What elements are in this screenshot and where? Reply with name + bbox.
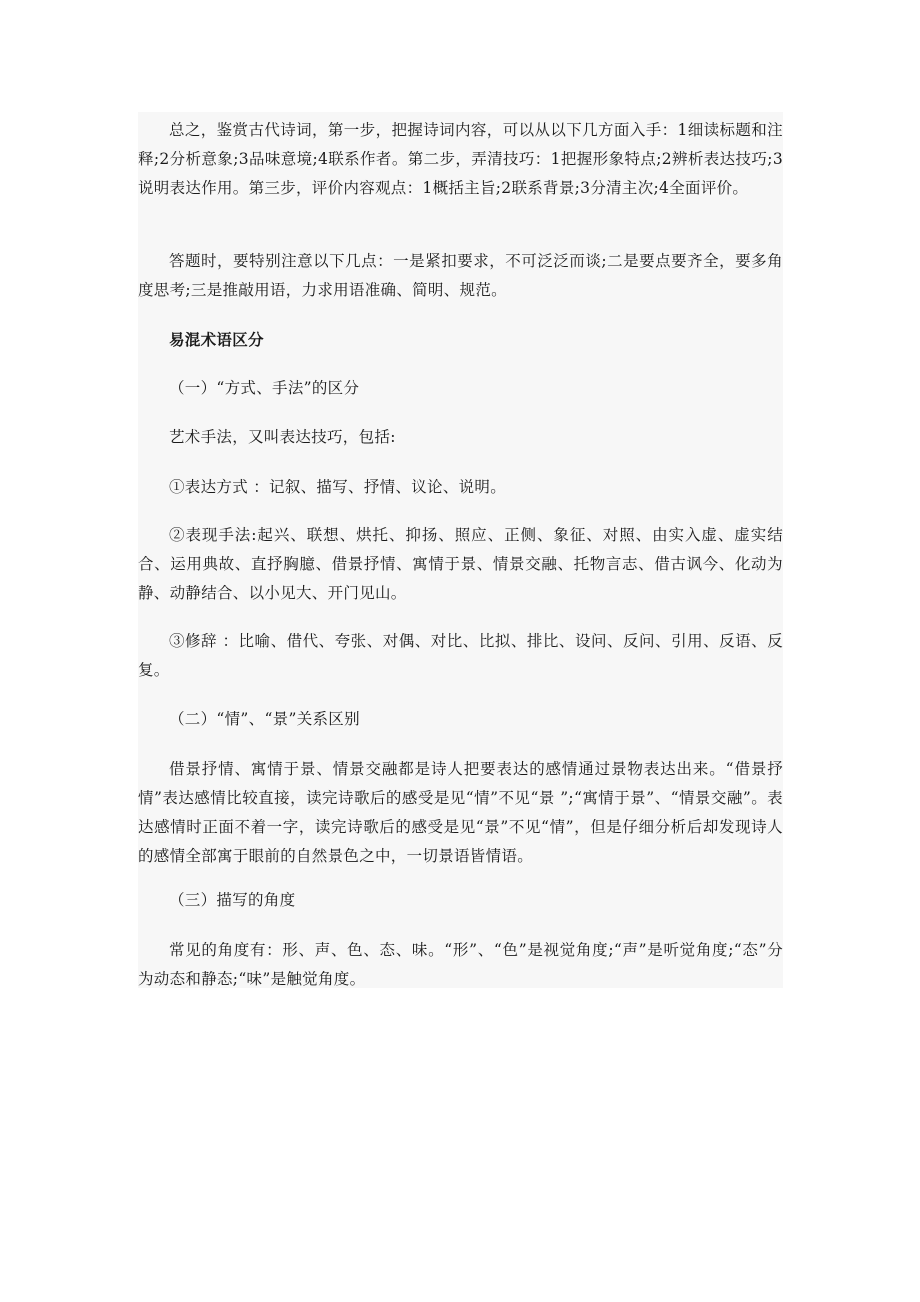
paragraph-techniques: ②表现手法:起兴、联想、烘托、抑扬、照应、正侧、象征、对照、由实入虚、虚实结合、运用典故、直抒胸臆、借景抒情、寓情于景、情景交融、托物言志、借古讽今、化动为静、动静结合、以小见大、开门见山。 (138, 526, 783, 602)
subheading-emotion-scene: （二）“情”、“景”关系区别 (169, 710, 360, 728)
paragraph-expression-modes: ①表达方式 ：记叙、描写、抒情、议论、说明。 (169, 478, 507, 496)
paragraph-rhetoric: ③修辞 ：比喻、借代、夸张、对偶、对比、比拟、排比、设问、反问、引用、反语、反复。 (138, 632, 783, 679)
paragraph-art-technique: 艺术手法，又叫表达技巧，包括: (169, 428, 396, 446)
paragraph-description-angle: 常见的角度有：形、声、色、态、味。“形”、“色”是视觉角度;“声”是听觉角度;“态”分为动态和静态;“味”是触觉角度。 (138, 941, 783, 988)
paragraph-summary: 总之，鉴赏古代诗词，第一步，把握诗词内容，可以从以下几方面入手：1细读标题和注释;2分析意象;3品味意境;4联系作者。第二步，弄清技巧：1把握形象特点;2辨析表达技巧;3说明表达作用。第三步，评价内容观点：1概括主旨;2联系背景;3分清主次;4全面评价。 (138, 121, 783, 197)
subheading-description-angle: （三）描写的角度 (169, 891, 296, 909)
paragraph-answer-tips: 答题时，要特别注意以下几点：一是紧扣要求，不可泛泛而谈;二是要点要齐全，要多角度思考;三是推敲用语，力求用语准确、简明、规范。 (138, 252, 783, 299)
paragraph-emotion-scene: 借景抒情、寓情于景、情景交融都是诗人把要表达的感情通过景物表达出来。“借景抒情”表达感情比较直接，读完诗歌后的感受是见“情”不见“景 ”;“寓情于景”、“情景交融”。表达感情时正面不着一字，读完诗歌后的感受是见“景”不见“情”，但是仔细分析后却发现诗人的感情全部寓于眼前的自然景色之中，一切景语皆情语。 (138, 760, 783, 865)
subheading-method: （一）“方式、手法”的区分 (169, 379, 360, 397)
section-heading: 易混术语区分 (169, 330, 264, 349)
